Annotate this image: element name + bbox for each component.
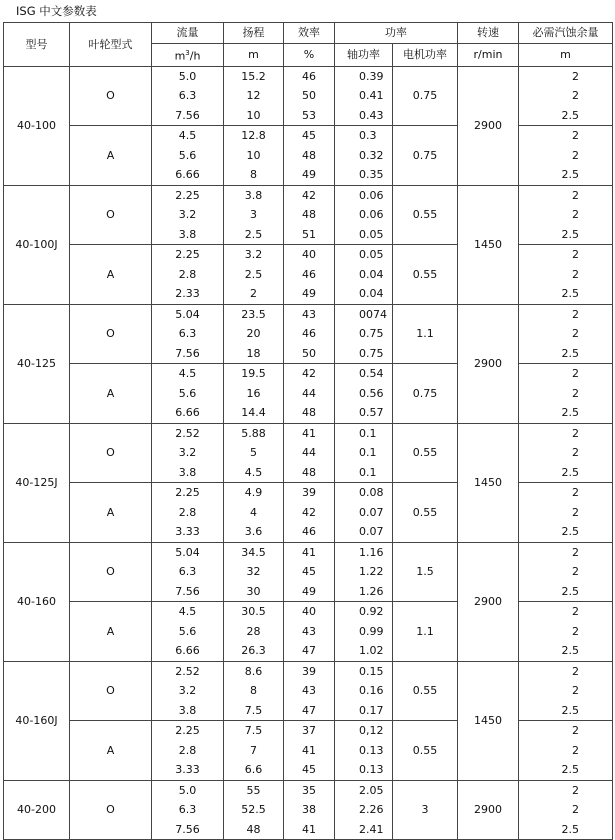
motor-power-cell: 1.5 — [393, 542, 458, 602]
head-cell: 23.5 — [224, 304, 284, 324]
model-cell: 40-160J — [4, 661, 70, 780]
head-cell: 26.3 — [224, 641, 284, 661]
shaft-power-cell: 0.13 — [335, 760, 393, 780]
head-cell: 3.6 — [224, 522, 284, 542]
efficiency-cell: 41 — [284, 820, 335, 840]
head-cell: 3.8 — [224, 185, 284, 205]
flow-cell: 4.5 — [152, 364, 224, 384]
shaft-power-cell: 0.04 — [335, 284, 393, 304]
npsh-cell: 2.5 — [519, 106, 613, 126]
motor-power-cell: 0.55 — [393, 483, 458, 543]
table-row — [4, 185, 613, 205]
table-row — [4, 364, 613, 384]
flow-cell: 2.25 — [152, 185, 224, 205]
efficiency-cell: 43 — [284, 622, 335, 642]
efficiency-cell: 46 — [284, 66, 335, 86]
shaft-power-cell: 0.3 — [335, 126, 393, 146]
npsh-cell: 2.5 — [519, 701, 613, 721]
efficiency-cell: 41 — [284, 542, 335, 562]
shaft-power-cell: 0.35 — [335, 165, 393, 185]
npsh-cell: 2 — [519, 622, 613, 642]
efficiency-cell: 53 — [284, 106, 335, 126]
shaft-power-cell: 1.02 — [335, 641, 393, 661]
shaft-power-cell: 0.32 — [335, 146, 393, 166]
efficiency-cell: 41 — [284, 741, 335, 761]
efficiency-cell: 40 — [284, 245, 335, 265]
head-cell: 8 — [224, 165, 284, 185]
head-cell: 6.6 — [224, 760, 284, 780]
efficiency-cell: 38 — [284, 800, 335, 820]
head-cell: 32 — [224, 562, 284, 582]
parameter-table — [3, 22, 613, 840]
impeller-type-cell: A — [70, 364, 152, 424]
shaft-power-cell: 0.92 — [335, 602, 393, 622]
motor-power-cell: 0.55 — [393, 185, 458, 245]
head-cell: 55 — [224, 780, 284, 800]
speed-cell: 2900 — [458, 542, 519, 661]
npsh-cell: 2 — [519, 364, 613, 384]
flow-cell: 5.0 — [152, 66, 224, 86]
flow-cell: 2.52 — [152, 661, 224, 681]
shaft-power-cell: 0.75 — [335, 324, 393, 344]
flow-cell: 7.56 — [152, 106, 224, 126]
npsh-cell: 2 — [519, 185, 613, 205]
npsh-cell: 2 — [519, 146, 613, 166]
npsh-cell: 2 — [519, 126, 613, 146]
efficiency-cell: 44 — [284, 384, 335, 404]
head-cell: 2 — [224, 284, 284, 304]
shaft-power-cell: 0.43 — [335, 106, 393, 126]
npsh-cell: 2.5 — [519, 225, 613, 245]
npsh-cell: 2.5 — [519, 165, 613, 185]
header-head: 扬程 — [224, 23, 284, 44]
impeller-type-cell: O — [70, 423, 152, 483]
flow-cell: 2.8 — [152, 265, 224, 285]
shaft-power-cell: 0.15 — [335, 661, 393, 681]
efficiency-cell: 45 — [284, 760, 335, 780]
model-cell: 40-100 — [4, 66, 70, 185]
npsh-cell: 2 — [519, 661, 613, 681]
head-cell: 3.2 — [224, 245, 284, 265]
shaft-power-cell: 0.39 — [335, 66, 393, 86]
header-speed: 转速 — [458, 23, 519, 44]
head-cell: 7 — [224, 741, 284, 761]
head-cell: 8.6 — [224, 661, 284, 681]
flow-cell: 6.66 — [152, 403, 224, 423]
flow-cell: 4.5 — [152, 602, 224, 622]
motor-power-cell: 1.1 — [393, 304, 458, 364]
parameter-table-body — [4, 66, 613, 840]
table-row — [4, 423, 613, 443]
motor-power-cell: 3 — [393, 780, 458, 840]
flow-cell: 7.56 — [152, 820, 224, 840]
npsh-cell: 2.5 — [519, 641, 613, 661]
head-cell: 30 — [224, 582, 284, 602]
flow-cell: 6.3 — [152, 324, 224, 344]
shaft-power-cell: 0,12 — [335, 721, 393, 741]
efficiency-cell: 50 — [284, 86, 335, 106]
efficiency-cell: 48 — [284, 403, 335, 423]
efficiency-cell: 42 — [284, 364, 335, 384]
motor-power-cell: 0.55 — [393, 245, 458, 305]
npsh-cell: 2 — [519, 384, 613, 404]
header-speed-unit: r/min — [458, 43, 519, 66]
efficiency-cell: 45 — [284, 126, 335, 146]
shaft-power-cell: 2.26 — [335, 800, 393, 820]
impeller-type-cell: O — [70, 661, 152, 721]
speed-cell: 2900 — [458, 780, 519, 840]
npsh-cell: 2 — [519, 66, 613, 86]
flow-cell: 3.2 — [152, 681, 224, 701]
table-row — [4, 602, 613, 622]
shaft-power-cell: 0.99 — [335, 622, 393, 642]
npsh-cell: 2 — [519, 205, 613, 225]
npsh-cell: 2 — [519, 602, 613, 622]
shaft-power-cell: 0.16 — [335, 681, 393, 701]
head-cell: 28 — [224, 622, 284, 642]
shaft-power-cell: 0.05 — [335, 245, 393, 265]
table-row — [4, 661, 613, 681]
npsh-cell: 2 — [519, 245, 613, 265]
head-cell: 18 — [224, 344, 284, 364]
motor-power-cell: 1.1 — [393, 602, 458, 662]
flow-cell: 3.8 — [152, 701, 224, 721]
flow-cell: 6.66 — [152, 641, 224, 661]
efficiency-cell: 49 — [284, 284, 335, 304]
flow-cell: 2.33 — [152, 284, 224, 304]
efficiency-cell: 49 — [284, 582, 335, 602]
table-row — [4, 66, 613, 86]
model-cell: 40-200 — [4, 780, 70, 840]
npsh-cell: 2 — [519, 741, 613, 761]
header-efficiency-unit: % — [284, 43, 335, 66]
flow-cell: 2.25 — [152, 721, 224, 741]
efficiency-cell: 45 — [284, 562, 335, 582]
npsh-cell: 2 — [519, 423, 613, 443]
head-cell: 14.4 — [224, 403, 284, 423]
npsh-cell: 2 — [519, 86, 613, 106]
model-cell: 40-125J — [4, 423, 70, 542]
efficiency-cell: 51 — [284, 225, 335, 245]
npsh-cell: 2.5 — [519, 344, 613, 364]
table-row — [4, 304, 613, 324]
table-row — [4, 721, 613, 741]
head-cell: 48 — [224, 820, 284, 840]
shaft-power-cell: 0.56 — [335, 384, 393, 404]
head-cell: 2.5 — [224, 265, 284, 285]
flow-cell: 6.3 — [152, 86, 224, 106]
efficiency-cell: 46 — [284, 265, 335, 285]
flow-cell: 4.5 — [152, 126, 224, 146]
shaft-power-cell: 0.1 — [335, 443, 393, 463]
shaft-power-cell: 0.75 — [335, 344, 393, 364]
flow-cell: 5.6 — [152, 146, 224, 166]
motor-power-cell: 0.55 — [393, 661, 458, 721]
head-cell: 3 — [224, 205, 284, 225]
flow-cell: 5.6 — [152, 622, 224, 642]
head-cell: 4.9 — [224, 483, 284, 503]
impeller-type-cell: O — [70, 304, 152, 364]
head-cell: 12 — [224, 86, 284, 106]
flow-cell: 3.8 — [152, 463, 224, 483]
header-flow-unit: $m^3/h$ — [152, 43, 224, 66]
flow-cell: 2.25 — [152, 483, 224, 503]
npsh-cell: 2 — [519, 483, 613, 503]
shaft-power-cell: 0.57 — [335, 403, 393, 423]
npsh-cell: 2.5 — [519, 522, 613, 542]
head-cell: 2.5 — [224, 225, 284, 245]
impeller-type-cell: A — [70, 245, 152, 305]
header-npsh-unit: m — [519, 43, 613, 66]
npsh-cell: 2.5 — [519, 403, 613, 423]
header-impeller: 叶轮型式 — [70, 23, 152, 67]
impeller-type-cell: O — [70, 185, 152, 245]
efficiency-cell: 46 — [284, 324, 335, 344]
flow-cell: 2.8 — [152, 741, 224, 761]
efficiency-cell: 37 — [284, 721, 335, 741]
shaft-power-cell: 0.1 — [335, 423, 393, 443]
flow-cell: 5.0 — [152, 780, 224, 800]
shaft-power-cell: 0.17 — [335, 701, 393, 721]
efficiency-cell: 49 — [284, 165, 335, 185]
efficiency-cell: 35 — [284, 780, 335, 800]
shaft-power-cell: 0074 — [335, 304, 393, 324]
speed-cell: 2900 — [458, 304, 519, 423]
speed-cell: 1450 — [458, 423, 519, 542]
flow-cell: 6.3 — [152, 562, 224, 582]
head-cell: 15.2 — [224, 66, 284, 86]
table-row — [4, 126, 613, 146]
efficiency-cell: 39 — [284, 661, 335, 681]
header-efficiency: 效率 — [284, 23, 335, 44]
flow-cell: 3.33 — [152, 522, 224, 542]
flow-cell: 5.04 — [152, 542, 224, 562]
flow-cell: 7.56 — [152, 582, 224, 602]
impeller-type-cell: O — [70, 780, 152, 840]
flow-cell: 6.3 — [152, 800, 224, 820]
motor-power-cell: 0.75 — [393, 126, 458, 186]
document-title: ISG 中文参数表 — [16, 4, 97, 18]
impeller-type-cell: A — [70, 483, 152, 543]
shaft-power-cell: 0.05 — [335, 225, 393, 245]
head-cell: 34.5 — [224, 542, 284, 562]
shaft-power-cell: 0.08 — [335, 483, 393, 503]
shaft-power-cell: 1.26 — [335, 582, 393, 602]
table-row — [4, 245, 613, 265]
npsh-cell: 2 — [519, 304, 613, 324]
efficiency-cell: 47 — [284, 701, 335, 721]
efficiency-cell: 41 — [284, 423, 335, 443]
table-row — [4, 542, 613, 562]
head-cell: 5 — [224, 443, 284, 463]
header-motor-power: 电机功率 — [393, 43, 458, 66]
shaft-power-cell: 0.41 — [335, 86, 393, 106]
shaft-power-cell: 0.13 — [335, 741, 393, 761]
npsh-cell: 2.5 — [519, 582, 613, 602]
flow-cell: 5.04 — [152, 304, 224, 324]
flow-cell: 3.33 — [152, 760, 224, 780]
flow-cell: 6.66 — [152, 165, 224, 185]
efficiency-cell: 47 — [284, 641, 335, 661]
head-cell: 10 — [224, 146, 284, 166]
flow-cell: 3.2 — [152, 205, 224, 225]
head-cell: 12.8 — [224, 126, 284, 146]
header-power: 功率 — [335, 23, 458, 44]
head-cell: 20 — [224, 324, 284, 344]
efficiency-cell: 40 — [284, 602, 335, 622]
head-cell: 10 — [224, 106, 284, 126]
shaft-power-cell: 2.05 — [335, 780, 393, 800]
npsh-cell: 2 — [519, 443, 613, 463]
impeller-type-cell: A — [70, 721, 152, 781]
shaft-power-cell: 0.04 — [335, 265, 393, 285]
impeller-type-cell: O — [70, 542, 152, 602]
impeller-type-cell: A — [70, 602, 152, 662]
flow-cell: 2.8 — [152, 503, 224, 523]
shaft-power-cell: 0.07 — [335, 522, 393, 542]
shaft-power-cell: 0.06 — [335, 185, 393, 205]
efficiency-cell: 50 — [284, 344, 335, 364]
npsh-cell: 2 — [519, 800, 613, 820]
shaft-power-cell: 1.22 — [335, 562, 393, 582]
header-shaft-power: 轴功率 — [335, 43, 393, 66]
npsh-cell: 2 — [519, 681, 613, 701]
speed-cell: 2900 — [458, 66, 519, 185]
flow-cell: 7.56 — [152, 344, 224, 364]
head-cell: 4.5 — [224, 463, 284, 483]
shaft-power-cell: 0.54 — [335, 364, 393, 384]
flow-cell: 3.2 — [152, 443, 224, 463]
npsh-cell: 2 — [519, 503, 613, 523]
impeller-type-cell: O — [70, 66, 152, 126]
head-cell: 8 — [224, 681, 284, 701]
npsh-cell: 2.5 — [519, 760, 613, 780]
header-model: 型号 — [4, 23, 70, 67]
shaft-power-cell: 0.07 — [335, 503, 393, 523]
efficiency-cell: 48 — [284, 146, 335, 166]
speed-cell: 1450 — [458, 661, 519, 780]
head-cell: 52.5 — [224, 800, 284, 820]
efficiency-cell: 43 — [284, 304, 335, 324]
motor-power-cell: 0.55 — [393, 721, 458, 781]
efficiency-cell: 48 — [284, 205, 335, 225]
head-cell: 7.5 — [224, 721, 284, 741]
header-flow: 流量 — [152, 23, 224, 44]
head-cell: 4 — [224, 503, 284, 523]
efficiency-cell: 48 — [284, 463, 335, 483]
table-row — [4, 780, 613, 800]
speed-cell: 1450 — [458, 185, 519, 304]
motor-power-cell: 0.75 — [393, 364, 458, 424]
efficiency-cell: 46 — [284, 522, 335, 542]
npsh-cell: 2 — [519, 265, 613, 285]
head-cell: 19.5 — [224, 364, 284, 384]
npsh-cell: 2 — [519, 721, 613, 741]
model-cell: 40-100J — [4, 185, 70, 304]
npsh-cell: 2 — [519, 324, 613, 344]
flow-cell: 2.25 — [152, 245, 224, 265]
head-cell: 16 — [224, 384, 284, 404]
table-row — [4, 483, 613, 503]
header-head-unit: m — [224, 43, 284, 66]
shaft-power-cell: 0.06 — [335, 205, 393, 225]
npsh-cell: 2.5 — [519, 284, 613, 304]
model-cell: 40-160 — [4, 542, 70, 661]
flow-cell: 5.6 — [152, 384, 224, 404]
head-cell: 30.5 — [224, 602, 284, 622]
efficiency-cell: 39 — [284, 483, 335, 503]
flow-cell: 3.8 — [152, 225, 224, 245]
motor-power-cell: 0.55 — [393, 423, 458, 483]
shaft-power-cell: 1.16 — [335, 542, 393, 562]
shaft-power-cell: 2.41 — [335, 820, 393, 840]
impeller-type-cell: A — [70, 126, 152, 186]
efficiency-cell: 44 — [284, 443, 335, 463]
npsh-cell: 2 — [519, 562, 613, 582]
npsh-cell: 2.5 — [519, 463, 613, 483]
npsh-cell: 2.5 — [519, 820, 613, 840]
efficiency-cell: 42 — [284, 185, 335, 205]
model-cell: 40-125 — [4, 304, 70, 423]
motor-power-cell: 0.75 — [393, 66, 458, 126]
header-npsh: 必需汽蚀余量 — [519, 23, 613, 44]
header-row — [4, 23, 613, 44]
flow-cell: 2.52 — [152, 423, 224, 443]
npsh-cell: 2 — [519, 542, 613, 562]
head-cell: 7.5 — [224, 701, 284, 721]
shaft-power-cell: 0.1 — [335, 463, 393, 483]
npsh-cell: 2 — [519, 780, 613, 800]
efficiency-cell: 43 — [284, 681, 335, 701]
efficiency-cell: 42 — [284, 503, 335, 523]
head-cell: 5.88 — [224, 423, 284, 443]
